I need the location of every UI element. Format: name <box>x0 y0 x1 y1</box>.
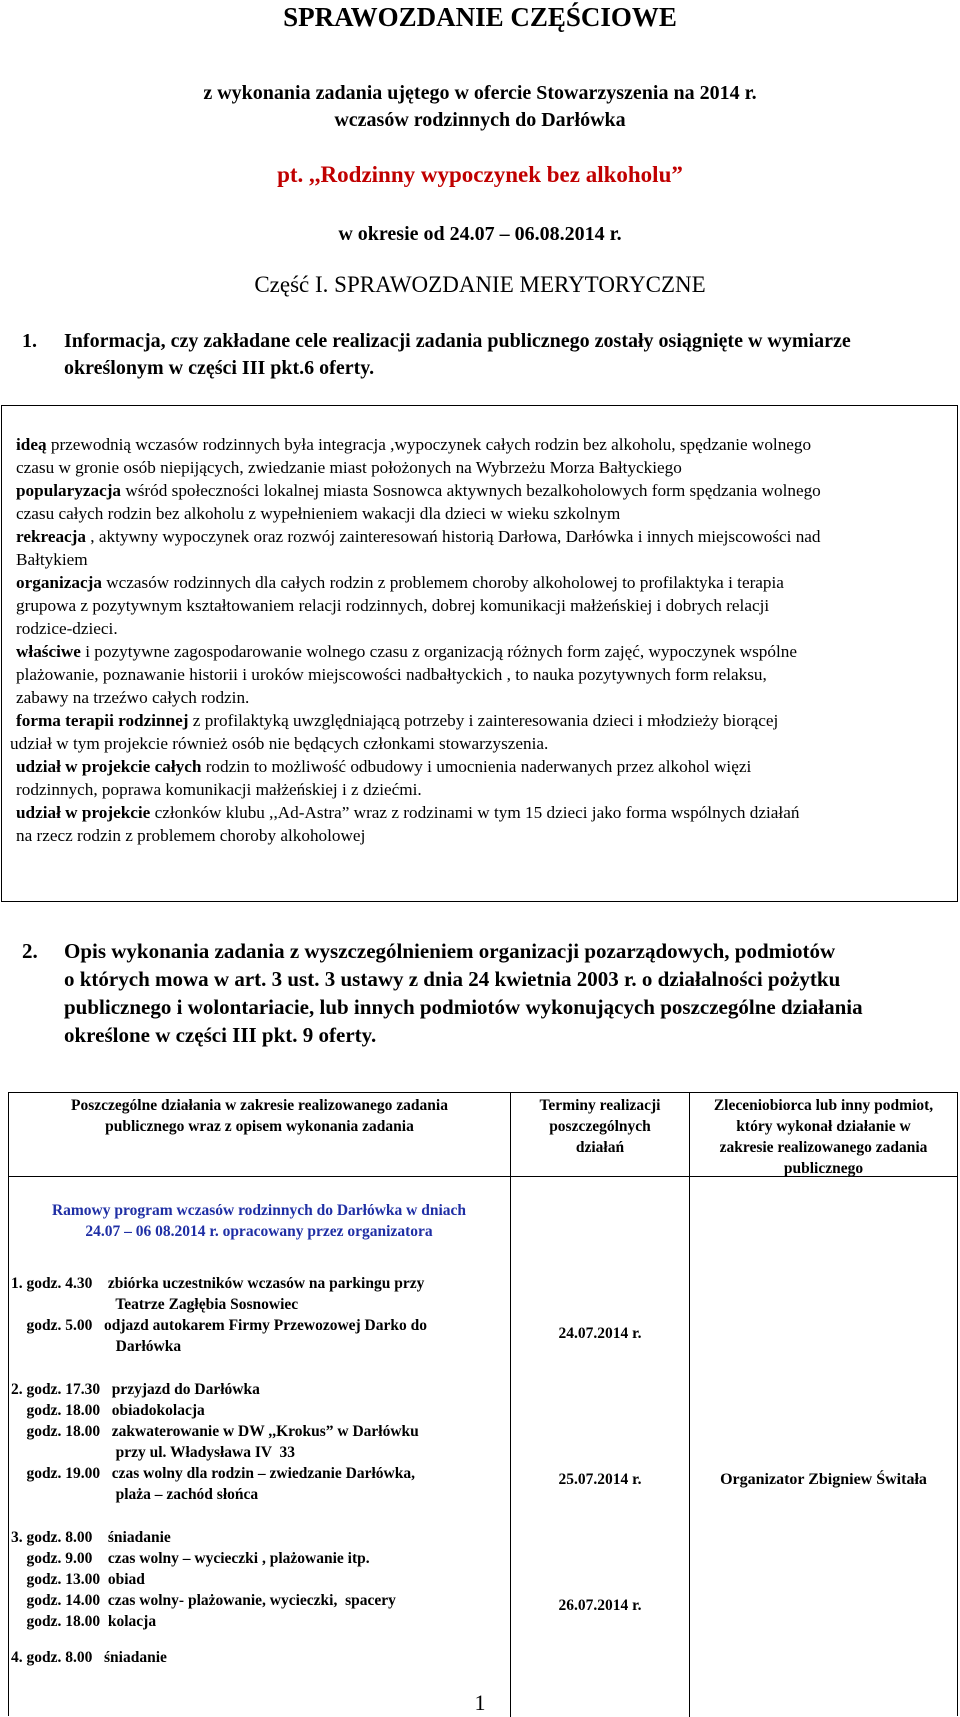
day-3-schedule: 3. godz. 8.00 śniadanie godz. 9.00 czas wolny – wycieczki , plażowanie itp. godz. 13.00 obiad godz. 14.00 czas wolny- plażowanie, wycieczki, spacery godz. 18.00 kolacja <box>11 1529 396 1630</box>
column-divider <box>510 1093 511 1717</box>
goal-keyword: popularyzacja <box>16 481 122 500</box>
goal-text: przewodnią wczasów rodzinnych była integracja ,wypoczynek całych rodzin bez alkoholu, spędzanie wolnego <box>46 435 812 454</box>
goal-keyword: organizacja <box>16 573 102 592</box>
report-subtitle-2: wczasów rodzinnych do Darłówka <box>334 109 626 131</box>
goal-paragraph-4 <box>16 571 958 594</box>
activities-table <box>8 1092 958 1716</box>
date-day-1: 24.07.2014 r. <box>558 1325 642 1342</box>
section-2-line-3: publicznego i wolontariacie, lub innych podmiotów wykonujących poszczególne działania <box>64 995 863 1019</box>
section-2-line-1: Opis wykonania zadania z wyszczególnieniem organizacji pozarządowych, podmiotów <box>64 939 836 963</box>
organizer-name: Organizator Zbigniew Świtała <box>720 1471 927 1488</box>
column-header-dates: Terminy realizacji poszczególnych działań <box>539 1097 661 1156</box>
section-2-line-2: o których mowa w art. 3 ust. 3 ustawy z dnia 24 kwietnia 2003 r. o działalności pożytku <box>64 967 841 991</box>
section-2-number: 2. <box>22 939 38 963</box>
goals-box <box>1 405 958 902</box>
section-1-line-1: Informacja, czy zakładane cele realizacji zadania publicznego zostały osiągnięte w wymiarze <box>64 330 851 352</box>
goal-keyword: właściwe <box>16 642 81 661</box>
goal-line: plażowanie, poznawanie historii i uroków miejscowości nadbałtyckich , to nauka pozytywnych form relaksu, <box>16 665 767 684</box>
goal-keyword: udział w projekcie <box>16 803 151 822</box>
goal-line: czasu w gronie osób niepijących, zwiedzanie miast położonych na Wybrzeżu Morza Bałtyckiego <box>16 458 682 477</box>
goal-text: rodzin to możliwość odbudowy i umocnienia naderwanych przez alkohol więzi <box>201 757 752 776</box>
program-heading: Ramowy program wczasów rodzinnych do Darłówka w dniach 24.07 – 06 08.2014 r. opracowany przez organizatora <box>51 1202 467 1240</box>
day-2-schedule: 2. godz. 17.30 przyjazd do Darłówka godz. 18.00 obiadokolacja godz. 18.00 zakwaterowanie w DW ,,Krokus” w Darłówku przy ul. Władysława IV 33 godz. 19.00 czas wolny dla rodzin – zwiedzanie Darłówka, plaża – zachód słońca <box>11 1381 419 1503</box>
section-1-number: 1. <box>22 330 37 352</box>
goal-text: wśród społeczności lokalnej miasta Sosnowca aktywnych bezalkoholowych form spędzania wolnego <box>121 481 821 500</box>
goal-keyword: rekreacja <box>16 527 86 546</box>
goal-line: udział w tym projekcie również osób nie będących członkami stowarzyszenia. <box>10 734 549 753</box>
column-header-contractor: Zleceniobiorca lub inny podmiot, który wykonał działanie w zakresie realizowanego zadania publicznego <box>713 1097 934 1177</box>
report-subtitle-1: z wykonania zadania ujętego w ofercie Stowarzyszenia na 2014 r. <box>203 82 757 104</box>
goal-paragraph-7 <box>16 755 958 778</box>
goal-paragraph-3 <box>16 525 958 548</box>
page-number: 1 <box>474 1690 486 1715</box>
goal-text: wczasów rodzinnych dla całych rodzin z problemem choroby alkoholowej to profilaktyka i terapia <box>101 573 784 592</box>
goal-paragraph-8 <box>16 801 958 824</box>
goal-paragraph-1 <box>16 433 958 456</box>
section-2-line-4: określone w części III pkt. 9 oferty. <box>64 1023 377 1047</box>
report-title: SPRAWOZDANIE CZĘŚCIOWE <box>283 2 677 32</box>
goal-line: grupowa z pozytywnym kształtowaniem relacji rodzinnych, dobrej komunikacji małżeńskiej i dobrych relacji <box>16 596 770 615</box>
goal-keyword: ideą <box>16 435 47 454</box>
goal-line: na rzecz rodzin z problemem choroby alkoholowej <box>16 826 366 845</box>
date-day-3: 26.07.2014 r. <box>558 1597 642 1614</box>
column-header-activities: Poszczególne działania w zakresie realizowanego zadania publicznego wraz z opisem wykonania zadania <box>71 1097 448 1135</box>
program-title: pt. ,,Rodzinny wypoczynek bez alkoholu” <box>277 162 683 187</box>
goal-text: z profilaktyką uwzględniającą potrzeby i zainteresowania dzieci i młodzieży biorącej <box>188 711 779 730</box>
day-4-schedule: 4. godz. 8.00 śniadanie <box>11 1649 167 1666</box>
goal-line: zabawy na trzeźwo całych rodzin. <box>16 688 250 707</box>
goal-text: , aktywny wypoczynek oraz rozwój zainteresowań historią Darłowa, Darłówka i innych miejscowości nad <box>86 527 821 546</box>
goal-paragraph-6 <box>16 709 958 732</box>
goal-text: i pozytywne zagospodarowanie wolnego czasu z organizacją różnych form zajęć, wypoczynek wspólne <box>80 642 797 661</box>
goal-text: członków klubu ,,Ad-Astra” wraz z rodzinami w tym 15 dzieci jako forma wspólnych działań <box>150 803 800 822</box>
section-1-line-2: określonym w części III pkt.6 oferty. <box>64 357 375 379</box>
goal-paragraph-5 <box>16 640 958 663</box>
day-1-schedule: 1. godz. 4.30 zbiórka uczestników wczasów na parkingu przy Teatrze Zagłębia Sosnowiec godz. 5.00 odjazd autokarem Firmy Przewozowej Darko do Darłówka <box>11 1275 427 1355</box>
column-divider <box>689 1093 690 1717</box>
goal-line: Bałtykiem <box>16 550 88 569</box>
goal-keyword: forma terapii rodzinnej <box>16 711 189 730</box>
goal-line: rodzice-dzieci. <box>16 619 118 638</box>
goal-keyword: udział w projekcie całych <box>16 757 202 776</box>
report-period: w okresie od 24.07 – 06.08.2014 r. <box>338 223 622 245</box>
goal-paragraph-2 <box>16 479 958 502</box>
date-day-2: 25.07.2014 r. <box>558 1471 642 1488</box>
part-heading: Część I. SPRAWOZDANIE MERYTORYCZNE <box>254 272 706 297</box>
goal-line: rodzinnych, poprawa komunikacji małżeńskiej i z dziećmi. <box>16 780 422 799</box>
goal-line: czasu całych rodzin bez alkoholu z wypełnieniem wakacji dla dzieci w wieku szkolnym <box>16 504 621 523</box>
